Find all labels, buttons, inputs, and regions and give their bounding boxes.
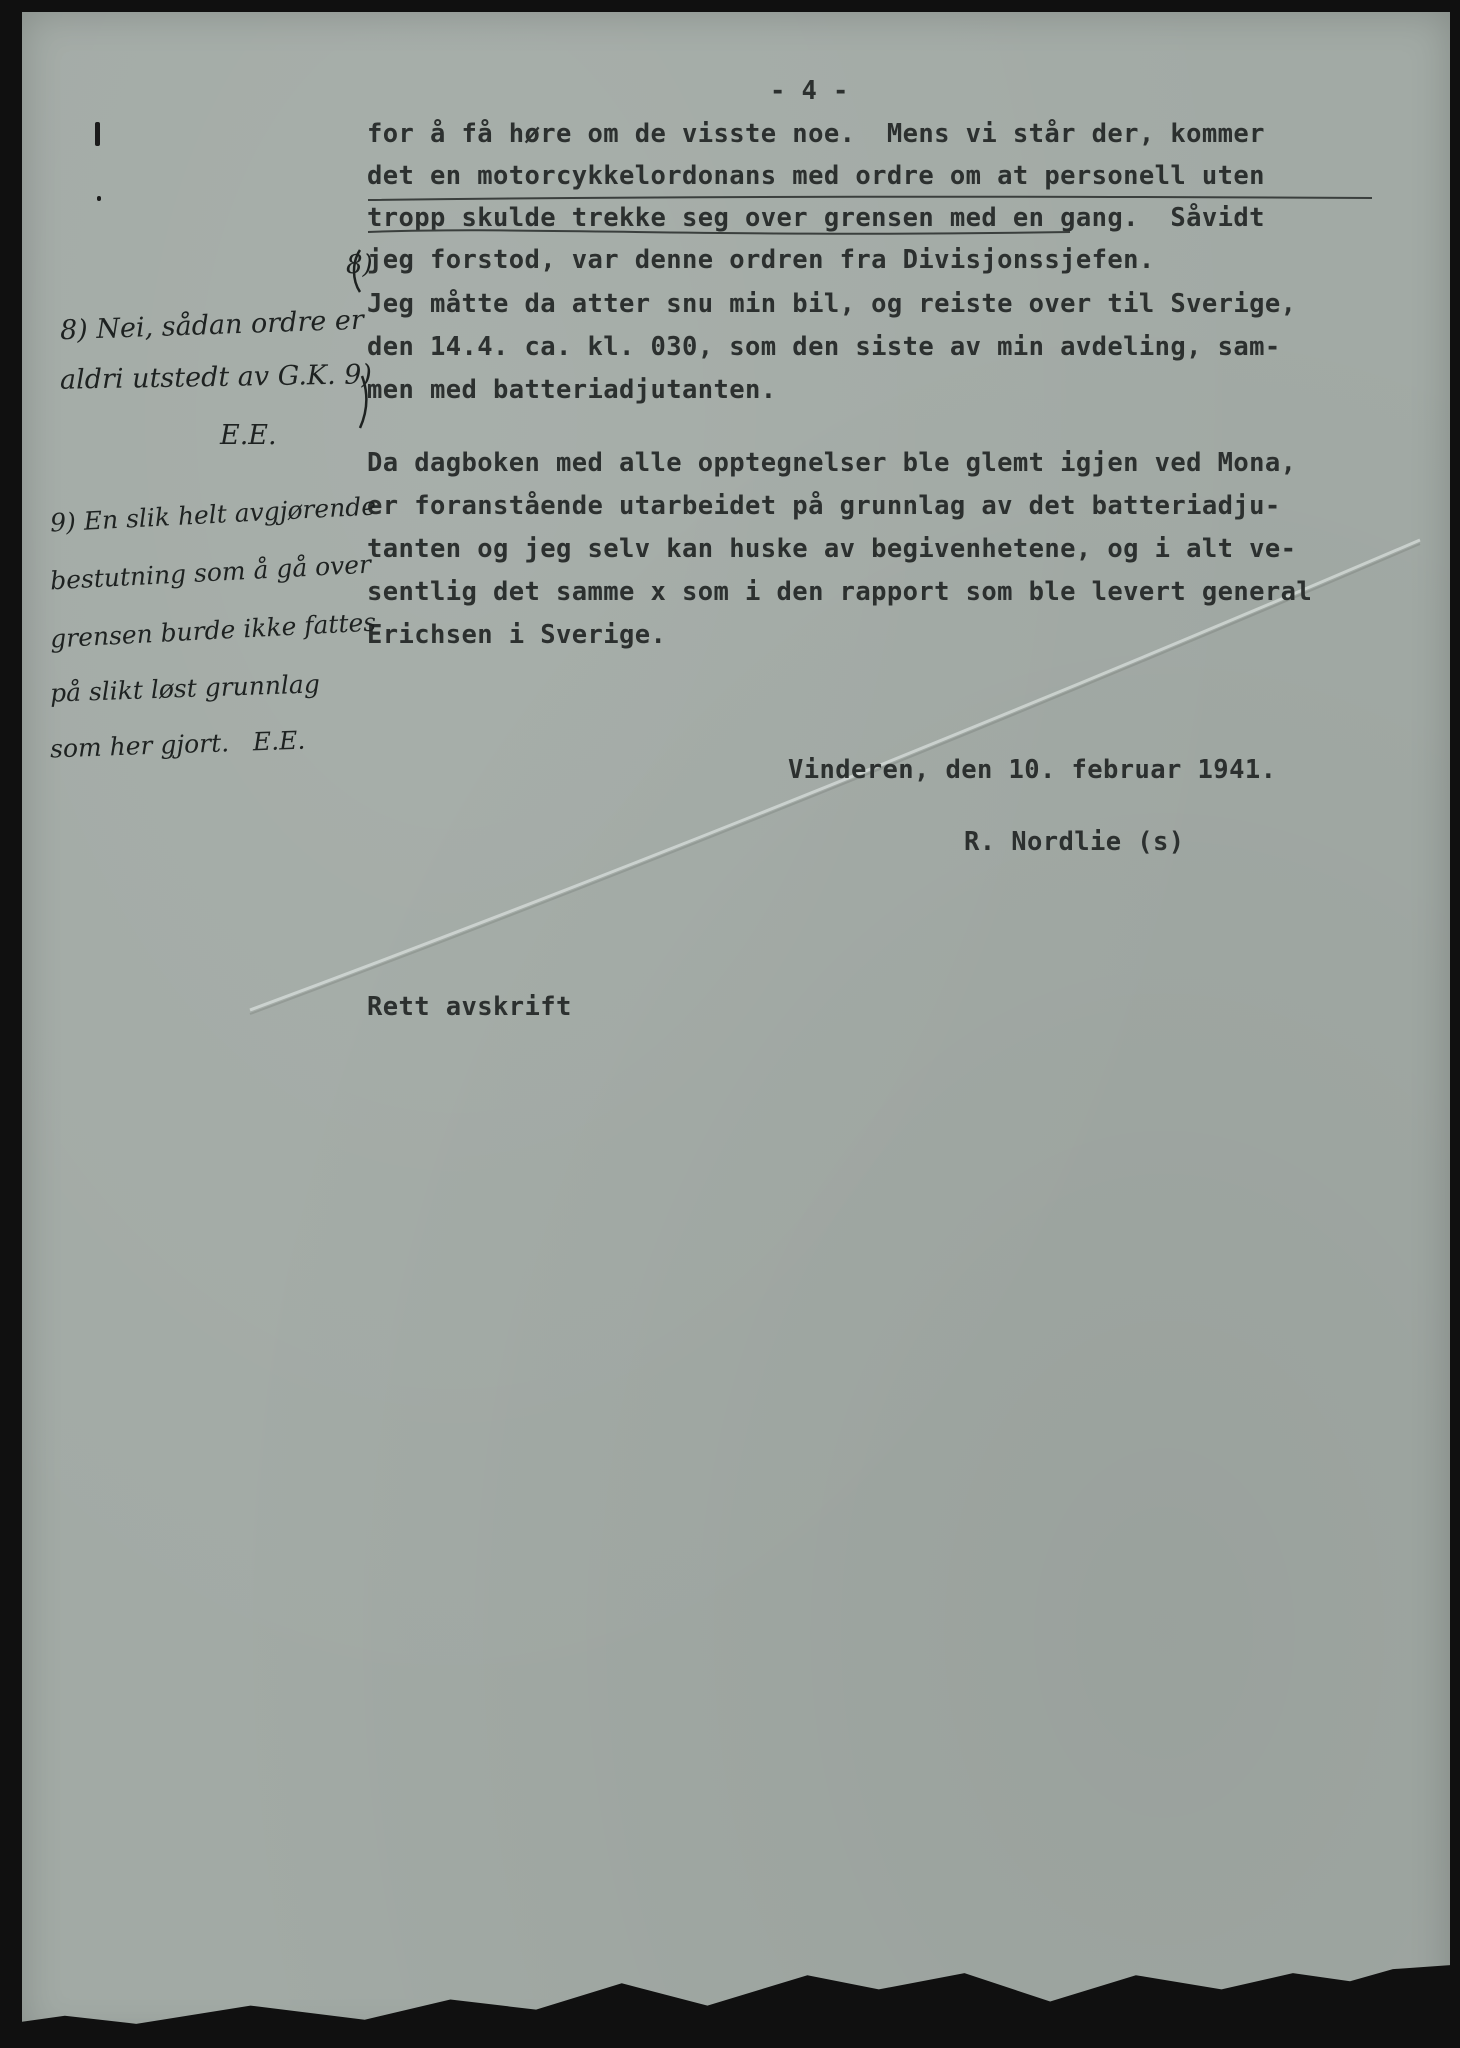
handwritten-line: grensen burde ikke fattes xyxy=(49,607,377,654)
body-line: tropp skulde trekke seg over grensen med en gang. Såvidt xyxy=(367,203,1265,233)
body-line: Da dagboken med alle opptegnelser ble glemt igjen ved Mona, xyxy=(367,448,1297,478)
page-number: - 4 - xyxy=(770,76,849,106)
body-line: er foranstående utarbeidet på grunnlag av det batteriadju- xyxy=(367,491,1281,521)
signature-place-date: Vinderen, den 10. februar 1941. xyxy=(788,755,1277,785)
handwritten-line: på slikt løst grunnlag xyxy=(49,669,321,708)
margin-ref-8: 8) xyxy=(346,250,373,280)
handwritten-line: aldri utstedt av G.K. 9) xyxy=(59,359,373,396)
signature-name: R. Nordlie (s) xyxy=(964,827,1185,857)
footer-note: Rett avskrift xyxy=(367,992,572,1022)
handwritten-line: 8) Nei, sådan ordre er xyxy=(59,304,365,347)
handwritten-line: som her gjort. E.E. xyxy=(49,725,306,764)
handwritten-line: bestutning som å gå over xyxy=(49,549,372,596)
body-line: Jeg måtte da atter snu min bil, og reiste over til Sverige, xyxy=(367,289,1297,319)
body-line: for å få høre om de visste noe. Mens vi står der, kommer xyxy=(367,119,1265,149)
body-line: men med batteriadjutanten. xyxy=(367,375,777,405)
body-line: den 14.4. ca. kl. 030, som den siste av min avdeling, sam- xyxy=(367,332,1281,362)
handwritten-line: E.E. xyxy=(220,420,277,451)
body-line: Erichsen i Sverige. xyxy=(367,620,667,650)
body-line: jeg forstod, var denne ordren fra Divisjonssjefen. xyxy=(367,245,1155,275)
handwritten-line: 9) En slik helt avgjørende xyxy=(49,491,377,538)
body-line: det en motorcykkelordonans med ordre om at personell uten xyxy=(367,161,1265,191)
body-line: tanten og jeg selv kan huske av begivenhetene, og i alt ve- xyxy=(367,534,1297,564)
body-line: sentlig det samme x som i den rapport som ble levert general xyxy=(367,577,1313,607)
